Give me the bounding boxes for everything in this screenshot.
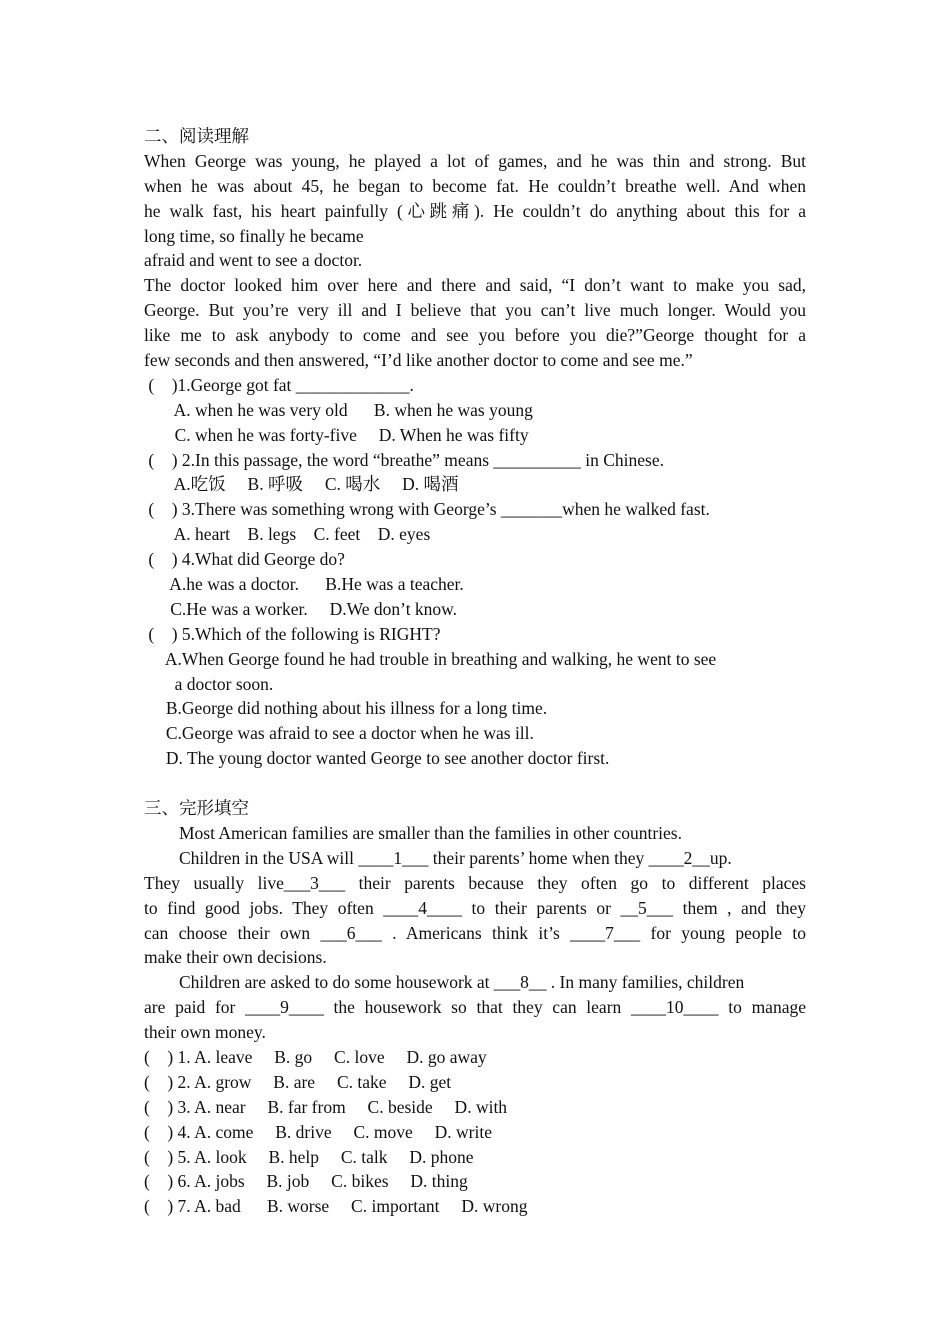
passage-line: like me to ask anybody to come and see you before you die?”George thought for a: [144, 325, 806, 346]
option-line: A. when he was very old B. when he was young: [144, 399, 533, 420]
passage-line: When George was young, he played a lot of games, and he was thin and strong. But: [144, 150, 806, 171]
reading-questions: [144, 373, 806, 771]
option-line: ( ) 5. A. look B. help C. talk D. phone: [144, 1146, 474, 1167]
cloze-options: [144, 1045, 806, 1219]
passage-line: Children are asked to do some housework at ___8__ . In many families, children: [144, 972, 745, 993]
passage-line: Children in the USA will ____1___ their parents’ home when they ____2__up.: [144, 847, 732, 868]
option-line: ( ) 2. A. grow B. are C. take D. get: [144, 1071, 452, 1092]
passage-line: The doctor looked him over here and there and said, “I don’t want to make you sad,: [144, 275, 806, 296]
cloze-passage: [144, 821, 806, 1045]
option-line: A.he was a doctor. B.He was a teacher.: [144, 574, 464, 595]
passage-line: long time, so finally he became: [144, 225, 364, 246]
option-line: D. The young doctor wanted George to see another doctor first.: [144, 748, 610, 769]
passage-line: few seconds and then answered, “I’d like another doctor to come and see me.”: [144, 350, 693, 371]
reading-passage: [144, 149, 806, 373]
question-line: ( ) 3.There was something wrong with George’s _______when he walked fast.: [144, 499, 710, 520]
option-line: ( ) 1. A. leave B. go C. love D. go away: [144, 1046, 487, 1067]
question-line: ( ) 4.What did George do?: [144, 549, 345, 570]
option-line: ( ) 3. A. near B. far from C. beside D. with: [144, 1096, 508, 1117]
passage-line: he walk fast, his heart painfully (心跳痛). He couldn’t do anything about this for a: [144, 200, 806, 221]
reading-heading: 二、阅读理解: [144, 126, 249, 146]
question-line: ( )1.George got fat _____________.: [144, 374, 414, 395]
option-line: A.吃饭 B. 呼吸 C. 喝水 D. 喝酒: [144, 474, 459, 495]
section-spacer: [144, 771, 806, 796]
option-line: C. when he was forty-five D. When he was fifty: [144, 424, 529, 445]
option-line: C.He was a worker. D.We don’t know.: [144, 598, 458, 619]
option-line: ( ) 6. A. jobs B. job C. bikes D. thing: [144, 1171, 468, 1192]
passage-line: Most American families are smaller than the families in other countries.: [144, 822, 682, 843]
option-line: C.George was afraid to see a doctor when he was ill.: [144, 723, 534, 744]
option-line: ( ) 7. A. bad B. worse C. important D. wrong: [144, 1196, 528, 1217]
option-line: A. heart B. legs C. feet D. eyes: [144, 524, 431, 545]
passage-line: their own money.: [144, 1022, 266, 1043]
passage-line: afraid and went to see a doctor.: [144, 250, 363, 271]
option-line: ( ) 4. A. come B. drive C. move D. write: [144, 1121, 493, 1142]
passage-line: to find good jobs. They often ____4____ to their parents or __5___ them , and they: [144, 897, 806, 918]
passage-line: are paid for ____9____ the housework so that they can learn ____10____ to manage: [144, 997, 806, 1018]
passage-line: George. But you’re very ill and I believe that you can’t live much longer. Would you: [144, 300, 806, 321]
passage-line: make their own decisions.: [144, 947, 327, 968]
option-line: A.When George found he had trouble in breathing and walking, he went to see: [144, 648, 717, 669]
passage-line: can choose their own ___6___ . Americans think it’s ____7___ for young people to: [144, 922, 806, 943]
option-line: a doctor soon.: [144, 673, 274, 694]
cloze-heading: 三、完形填空: [144, 798, 249, 819]
passage-line: when he was about 45, he began to become fat. He couldn’t breathe well. And when: [144, 175, 806, 196]
question-line: ( ) 5.Which of the following is RIGHT?: [144, 623, 441, 644]
worksheet-page: [144, 124, 806, 1219]
option-line: B.George did nothing about his illness for a long time.: [144, 698, 548, 719]
question-line: ( ) 2.In this passage, the word “breathe” means __________ in Chinese.: [144, 449, 665, 470]
passage-line: They usually live___3___ their parents because they often go to different places: [144, 872, 806, 893]
